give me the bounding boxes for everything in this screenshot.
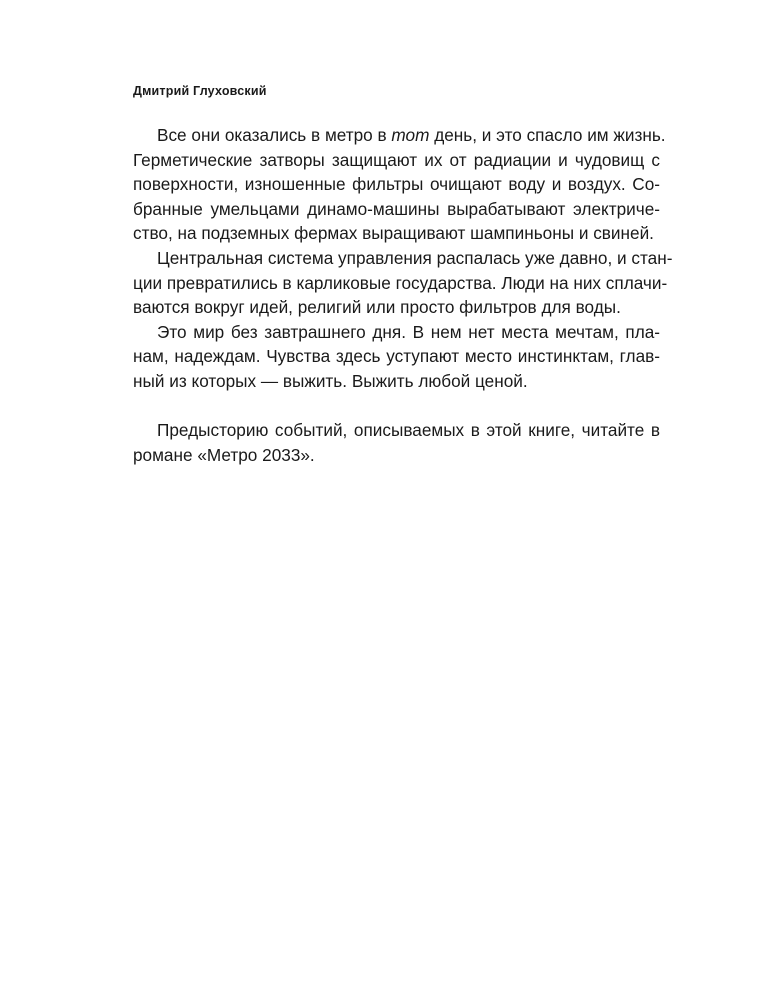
- paragraph-2-line-3: ваются вокруг идей, религий или просто фильтров для воды.: [133, 297, 621, 318]
- emphasis-word: тот: [391, 125, 430, 145]
- paragraph-1-line-3: поверхности, изношенные фильтры очищают воду и воздух. Со-: [133, 174, 660, 195]
- paragraph-3-line-3: ный из которых — выжить. Выжить любой ценой.: [133, 370, 528, 391]
- body-text: [133, 123, 673, 467]
- paragraph-4-line-1: Предысторию событий, описываемых в этой книге, читайте в: [157, 420, 660, 441]
- paragraph-1-line-2: Герметические затворы защищают их от радиации и чудовищ с: [133, 149, 660, 170]
- running-head: Дмитрий Глуховский: [133, 84, 267, 98]
- paragraph-3-line-1: Это мир без завтрашнего дня. В нем нет места мечтам, пла-: [157, 321, 660, 342]
- paragraph-1-line-1: Все они оказались в метро в тот день, и это спасло им жизнь.: [157, 125, 666, 145]
- paragraph-1-line-5: ство, на подземных фермах выращивают шампиньоны и свиней.: [133, 223, 654, 244]
- paragraph-2-line-1: Центральная система управления распалась уже давно, и стан-: [157, 247, 673, 268]
- paragraph-1-line-4: бранные умельцами динамо-машины вырабатывают электриче-: [133, 198, 660, 219]
- paragraph-3-line-2: нам, надеждам. Чувства здесь уступают место инстинктам, глав-: [133, 346, 660, 367]
- paragraph-4-line-2: романе «Метро 2033».: [133, 444, 315, 465]
- paragraph-2-line-2: ции превратились в карликовые государства. Люди на них сплачи-: [133, 272, 668, 293]
